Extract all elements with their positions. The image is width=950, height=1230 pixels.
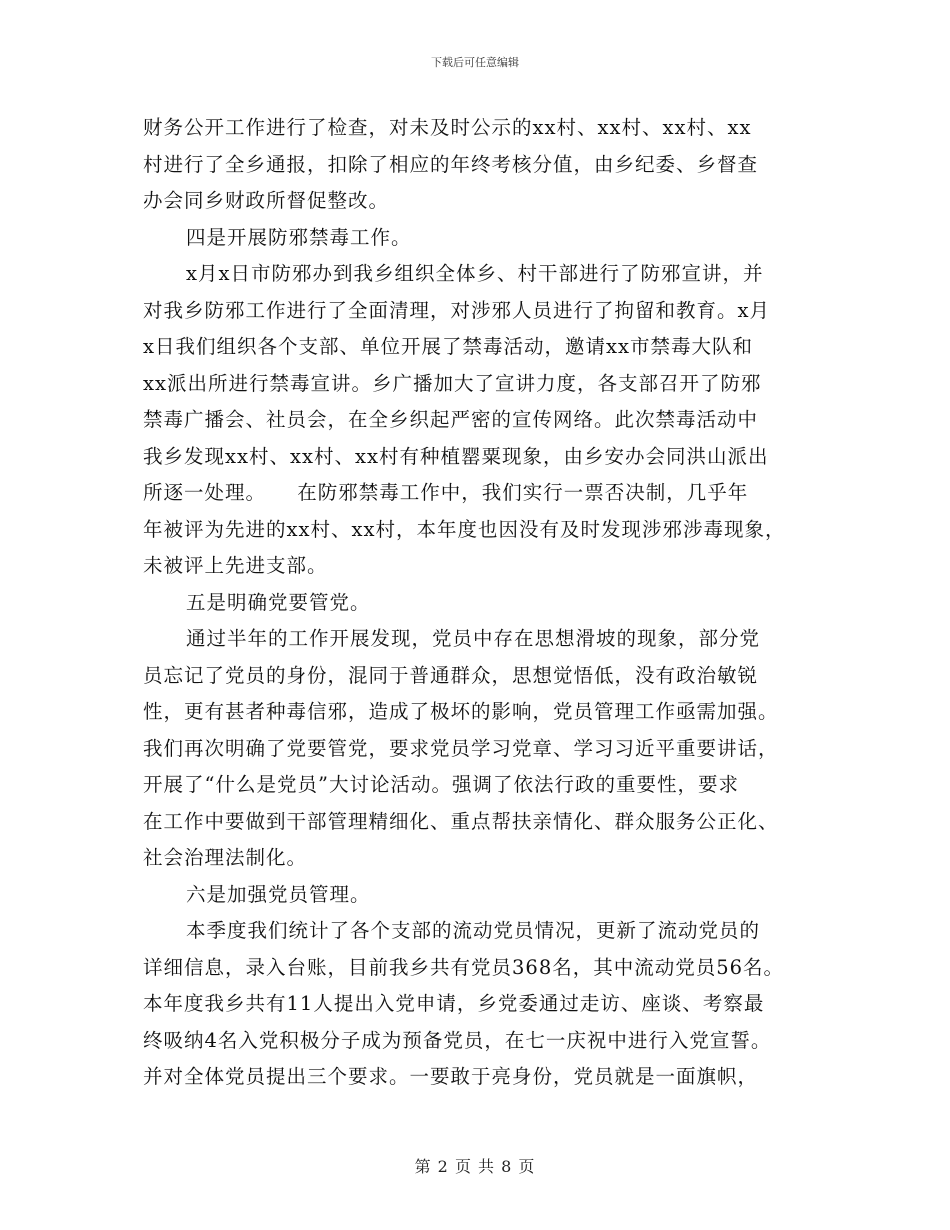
- text-line: 我乡发现xx村、xx村、xx村有种植罂粟现象，由乡安办会同洪山派出: [143, 444, 769, 468]
- text-line: 所逐一处理。 在防邪禁毒工作中，我们实行一票否决制，几乎年: [143, 481, 749, 504]
- text-line: x日我们组织各个支部、单位开展了禁毒活动，邀请xx市禁毒大队和: [143, 335, 753, 358]
- page-number-footer: 第 2 页 共 8 页: [414, 1157, 536, 1176]
- text-line: 村进行了全乡通报，扣除了相应的年终考核分值，由乡纪委、乡督查: [143, 152, 759, 176]
- text-line: 五是明确党要管党。: [186, 590, 371, 614]
- text-line: 未被评上先进支部。: [143, 554, 328, 577]
- text-line: 本季度我们统计了各个支部的流动党员情况，更新了流动党员的: [186, 919, 761, 942]
- text-line: 六是加强党员管理。: [186, 882, 371, 906]
- text-line: x月x日市防邪办到我乡组织全体乡、村干部进行了防邪宣讲，并: [186, 262, 764, 285]
- text-line: 年被评为先进的xx村、xx村，本年度也因没有及时发现涉邪涉毒现象，: [143, 517, 786, 541]
- text-line: 四是开展防邪禁毒工作。: [186, 225, 412, 249]
- document-body: [143, 114, 823, 1100]
- text-line: 财务公开工作进行了检查，对未及时公示的xx村、xx村、xx村、xx: [143, 116, 752, 139]
- text-line: 在工作中要做到干部管理精细化、重点帮扶亲情化、群众服务公正化、: [143, 809, 779, 833]
- text-line: 通过半年的工作开展发现，党员中存在思想滑坡的现象，部分党: [186, 627, 761, 650]
- text-line: 性，更有甚者种毒信邪，造成了极坏的影响，党员管理工作亟需加强。: [143, 700, 779, 723]
- text-line: 详细信息，录入台账，目前我乡共有党员368名，其中流动党员56名。: [143, 955, 785, 979]
- text-line: 并对全体党员提出三个要求。一要敢于亮身份，党员就是一面旗帜，: [143, 1065, 759, 1088]
- text-line: 员忘记了党员的身份，混同于普通群众，思想觉悟低，没有政治敏锐: [143, 663, 759, 687]
- text-line: 我们再次明确了党要管党，要求党员学习党章、学习习近平重要讲话，: [143, 736, 779, 760]
- text-line: 社会治理法制化。: [143, 846, 308, 869]
- text-line: 禁毒广播会、社员会，在全乡织起严密的宣传网络。此次禁毒活动中: [143, 408, 759, 431]
- page-header: 下载后可任意编辑: [431, 56, 519, 69]
- text-line: 对我乡防邪工作进行了全面清理，对涉邪人员进行了拘留和教育。x月: [143, 298, 770, 322]
- text-line: 本年度我乡共有11人提出入党申请，乡党委通过走访、座谈、考察最: [143, 992, 765, 1015]
- text-line: 终吸纳4名入党积极分子成为预备党员，在七一庆祝中进行入党宣誓。: [143, 1028, 772, 1052]
- text-line: xx派出所进行禁毒宣讲。乡广播加大了宣讲力度，各支部召开了防邪: [143, 371, 762, 395]
- text-line: 开展了“什么是党员”大讨论活动。强调了依法行政的重要性，要求: [143, 773, 739, 796]
- text-line: 办会同乡财政所督促整改。: [143, 189, 390, 212]
